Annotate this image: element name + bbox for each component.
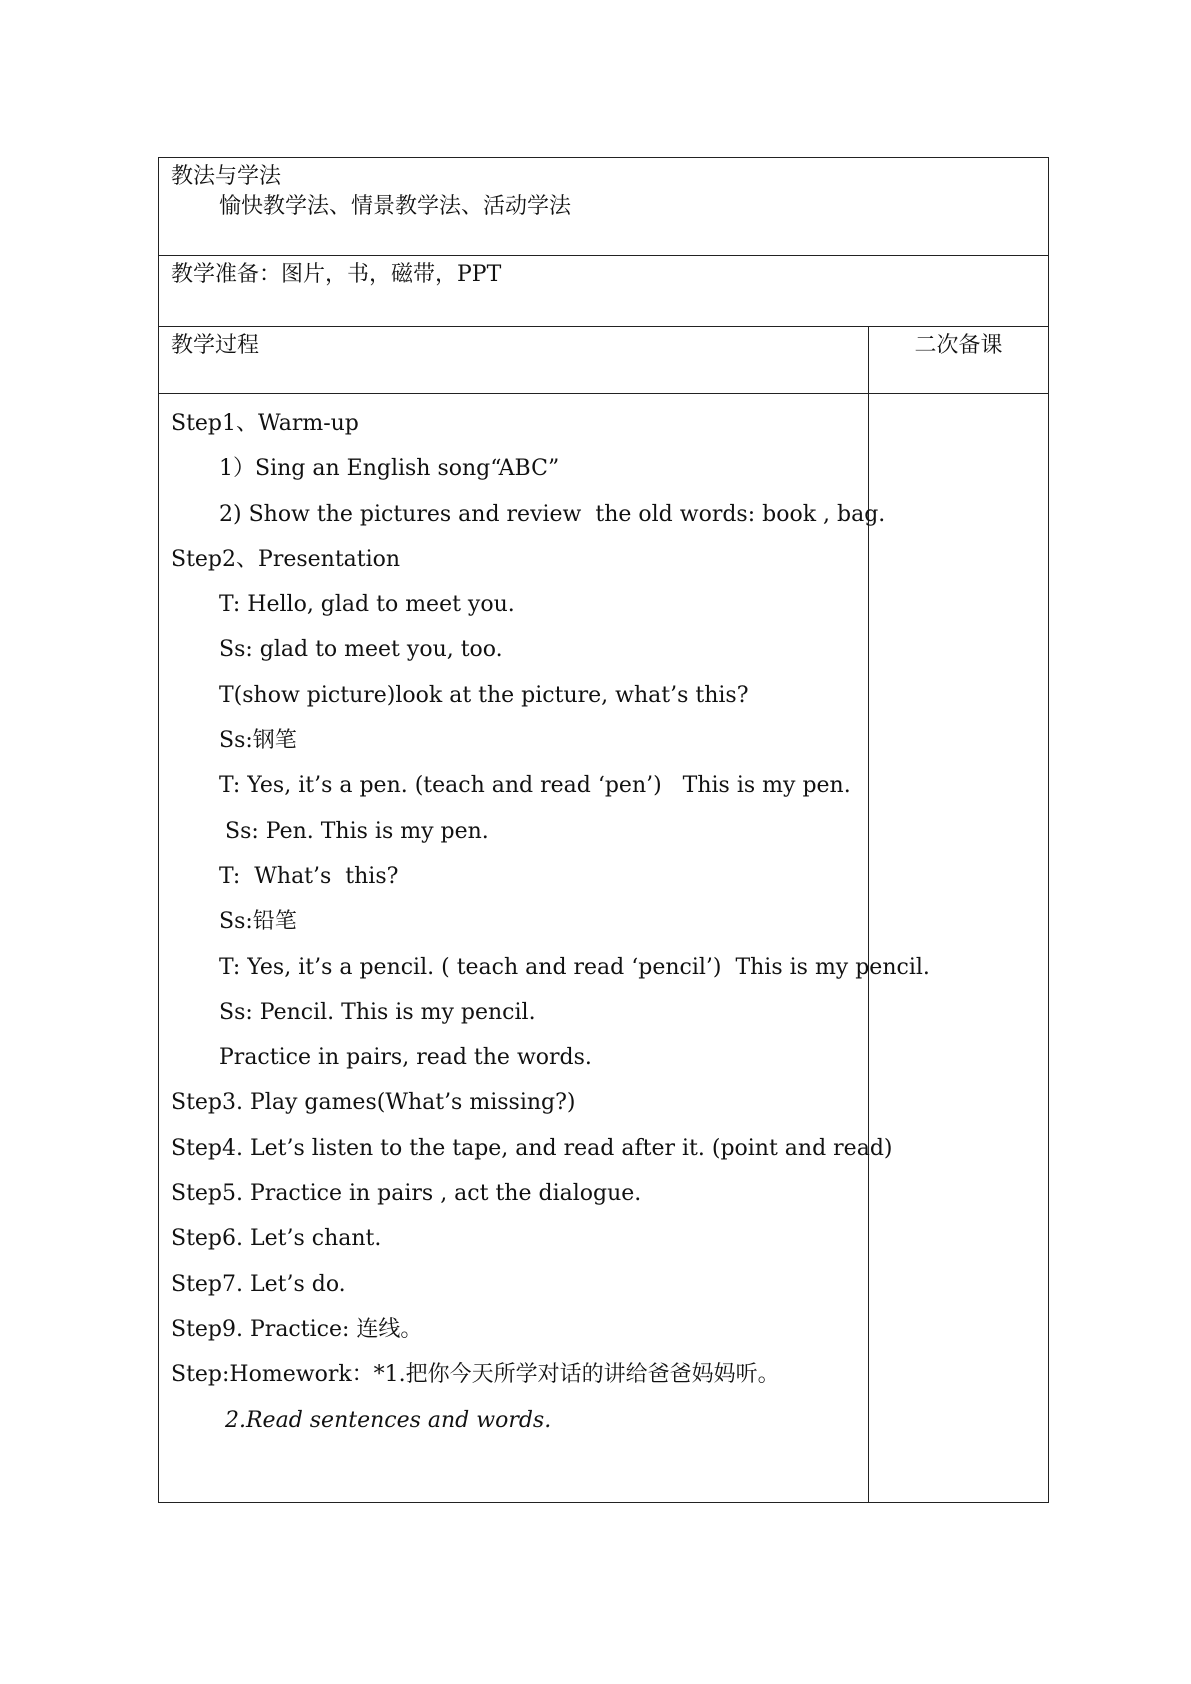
methods-cell [159, 158, 1049, 256]
detail-line: Practice in pairs, read the words. [219, 1045, 592, 1071]
step-line: Step5. Practice in pairs , act the dialogue. [171, 1181, 642, 1207]
methods-content: 愉快教学法、情景教学法、活动学法 [219, 194, 572, 219]
process-lines [159, 394, 930, 1446]
detail-line: T: What’s this? [219, 863, 399, 889]
step-line: Step7. Let’s do. [171, 1271, 346, 1297]
step-line: Step6. Let’s chant. [171, 1226, 382, 1252]
detail-line: T(show picture)look at the picture, what’s this? [219, 682, 749, 708]
process-heading: 教学过程 [171, 333, 260, 358]
process-body-row [159, 394, 1049, 1503]
step-line: Step1、Warm-up [171, 411, 359, 436]
step-line: Step3. Play games(What’s missing?) [171, 1090, 576, 1116]
detail-line: Ss: Pencil. This is my pencil. [219, 999, 536, 1025]
side-heading-cell [869, 327, 1049, 394]
detail-line: T: Yes, it’s a pencil. ( teach and read ‘pencil’) This is my pencil. [219, 954, 930, 980]
process-body-cell [159, 394, 930, 1503]
step-line: Step9. Practice: 连线。 [171, 1316, 423, 1342]
detail-line: T: Yes, it’s a pen. (teach and read ‘pen’) This is my pen. [219, 773, 851, 799]
detail-line: Ss:钢笔 [219, 728, 297, 754]
process-heading-cell [159, 327, 869, 394]
step-line: Step:Homework：*1.把你今天所学对话的讲给爸爸妈妈听。 [171, 1362, 780, 1388]
detail-line: 2) Show the pictures and review the old words: book , bag. [219, 501, 886, 527]
detail-line: Ss:铅笔 [219, 909, 297, 935]
lesson-plan-sheet [158, 157, 1048, 1503]
detail-line: T: Hello, glad to meet you. [219, 592, 515, 618]
detail-line: 1）Sing an English song“ABC” [219, 456, 560, 482]
preparation-text: 教学准备：图片，书，磁带，PPT [171, 262, 502, 287]
lesson-plan-table [158, 157, 1049, 1503]
step-line: Step4. Let’s listen to the tape, and read after it. (point and read) [171, 1135, 893, 1161]
process-header-row [159, 327, 1049, 394]
preparation-cell [159, 256, 1049, 327]
methods-row [159, 158, 1049, 256]
detail-line: Ss: glad to meet you, too. [219, 637, 503, 663]
detail-line: Ss: Pen. This is my pen. [225, 818, 489, 844]
preparation-row [159, 256, 1049, 327]
methods-heading: 教法与学法 [171, 164, 282, 189]
detail-line: 2.Read sentences and words. [225, 1407, 552, 1433]
step-line: Step2、Presentation [171, 546, 401, 572]
side-heading: 二次备课 [914, 333, 1003, 358]
